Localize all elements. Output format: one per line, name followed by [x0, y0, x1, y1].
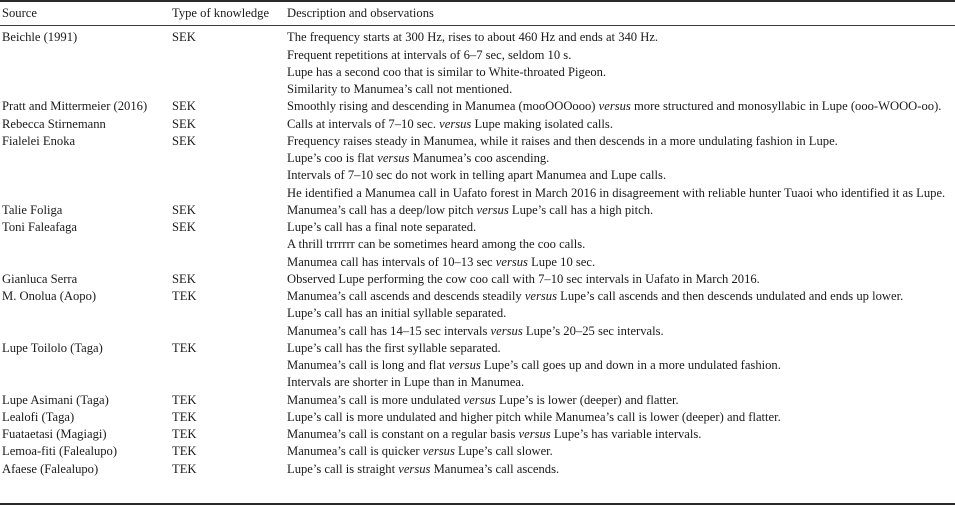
- description-cell: [285, 116, 955, 133]
- knowledge-type-cell: SEK: [172, 220, 196, 234]
- knowledge-type-cell: TEK: [172, 427, 197, 441]
- observation-text: Manumea’s call is more undulated: [287, 392, 464, 407]
- table-row: [0, 116, 955, 133]
- observation-line: [287, 461, 955, 478]
- source-cell: Afaese (Falealupo): [2, 461, 99, 476]
- italic-term: versus: [448, 358, 481, 372]
- knowledge-type-cell: SEK: [172, 271, 196, 286]
- italic-term: versus: [439, 116, 472, 131]
- knowledge-type-cell: SEK: [172, 133, 196, 148]
- description-cell: [285, 340, 955, 392]
- description-cell: [285, 29, 955, 98]
- italic-term: versus: [495, 254, 528, 269]
- italic-term: versus: [490, 323, 523, 338]
- observation-line: [287, 305, 955, 322]
- observation-line: [287, 47, 955, 64]
- source-cell: Fuataetasi (Magiagi): [2, 427, 107, 441]
- observation-line: [287, 116, 955, 133]
- observation-line: [287, 271, 955, 288]
- source-cell: Lealofi (Taga): [2, 409, 75, 424]
- observation-text: Lupe’s call has an initial syllable separated.: [287, 306, 507, 321]
- observation-text: Lupe’s call has a final note separated.: [287, 220, 477, 234]
- source-cell: Rebecca Stirnemann: [2, 116, 106, 131]
- observation-line: [287, 374, 955, 391]
- observation-text: Lupe’s has variable intervals.: [550, 427, 702, 441]
- call-descriptions-table: [0, 3, 955, 478]
- knowledge-type-cell: TEK: [172, 392, 197, 407]
- observation-line: [287, 426, 955, 443]
- description-cell: [285, 288, 955, 340]
- table-row: [0, 271, 955, 288]
- table-row: [0, 392, 955, 409]
- source-cell: Lemoa-fiti (Falealupo): [2, 444, 118, 459]
- knowledge-type-cell: TEK: [172, 289, 197, 303]
- observation-line: [287, 409, 955, 426]
- observation-text: Calls at intervals of 7–10 sec.: [287, 116, 440, 131]
- observation-line: [287, 64, 955, 81]
- observation-line: [287, 392, 955, 409]
- source-cell: Fialelei Enoka: [2, 133, 76, 148]
- observation-text: Lupe’s call has the first syllable separated.: [287, 340, 501, 355]
- source-cell: Toni Faleafaga: [2, 220, 77, 234]
- observation-text: Manumea’s coo ascending.: [409, 151, 550, 165]
- observation-text: Manumea’s call has a deep/low pitch: [287, 202, 477, 217]
- italic-term: versus: [422, 444, 455, 459]
- description-cell: [285, 392, 955, 409]
- knowledge-type-cell: SEK: [172, 30, 196, 45]
- description-cell: [285, 133, 955, 202]
- bottom-rule: [0, 503, 955, 505]
- observation-text: more structured and monosyllabic in Lupe (ooo-WOOO-oo).: [630, 99, 942, 114]
- description-cell: [285, 426, 955, 443]
- header-type-of-knowledge: Type of knowledge: [172, 6, 270, 20]
- observation-text: Manumea’s call ascends.: [430, 461, 560, 476]
- observation-text: Lupe’s 20–25 sec intervals.: [522, 323, 664, 338]
- observation-text: Lupe’s call ascends and then descends undulated and ends up lower.: [557, 289, 904, 303]
- observation-text: Lupe’s coo is flat: [287, 151, 378, 165]
- observation-text: Lupe 10 sec.: [527, 254, 596, 269]
- observation-line: [287, 167, 955, 184]
- observation-text: Manumea’s call is long and flat: [287, 358, 449, 372]
- source-cell: Pratt and Mittermeier (2016): [2, 99, 148, 114]
- observation-line: [287, 81, 955, 98]
- knowledge-type-cell: SEK: [172, 116, 196, 131]
- observation-line: [287, 288, 955, 305]
- observation-text: Intervals are shorter in Lupe than in Manumea.: [287, 375, 525, 390]
- observation-text: Similarity to Manumea’s call not mentioned.: [287, 82, 513, 96]
- observation-text: Intervals of 7–10 sec do not work in telling apart Manumea and Lupe calls.: [287, 168, 667, 183]
- header-row: [0, 3, 955, 25]
- italic-term: versus: [524, 289, 557, 303]
- italic-term: versus: [518, 427, 551, 441]
- knowledge-type-cell: TEK: [172, 444, 197, 459]
- header-description: Description and observations: [287, 6, 434, 20]
- italic-term: versus: [476, 202, 509, 217]
- table-body: [0, 29, 955, 478]
- observation-text: A thrill trrrrrr can be sometimes heard among the coo calls.: [287, 237, 586, 252]
- description-cell: [285, 219, 955, 271]
- observation-text: Smoothly rising and descending in Manumea (mooOOOooo): [287, 99, 599, 114]
- observation-text: Lupe’s is lower (deeper) and flatter.: [495, 392, 679, 407]
- table-row: [0, 426, 955, 443]
- observation-line: [287, 98, 955, 115]
- observation-line: [287, 202, 955, 219]
- table-row: [0, 98, 955, 115]
- observation-text: Manumea’s call has 14–15 sec intervals: [287, 323, 491, 338]
- source-cell: Gianluca Serra: [2, 271, 78, 286]
- header-source: Source: [2, 6, 37, 20]
- knowledge-type-cell: TEK: [172, 409, 197, 424]
- description-cell: [285, 202, 955, 219]
- observation-line: [287, 254, 955, 271]
- observation-text: Frequency raises steady in Manumea, while it raises and then descends in a more undulating fashion in Lupe.: [287, 133, 838, 148]
- description-cell: [285, 271, 955, 288]
- observation-text: Frequent repetitions at intervals of 6–7 sec, seldom 10 s.: [287, 47, 572, 62]
- knowledge-type-cell: TEK: [172, 340, 197, 355]
- table-row: [0, 202, 955, 219]
- italic-term: versus: [598, 99, 631, 114]
- observation-text: Lupe’s call goes up and down in a more undulated fashion.: [480, 358, 781, 372]
- description-cell: [285, 98, 955, 115]
- description-cell: [285, 409, 955, 426]
- description-cell: [285, 461, 955, 478]
- observation-line: [287, 357, 955, 374]
- source-cell: Talie Foliga: [2, 202, 63, 217]
- source-cell: Lupe Asimani (Taga): [2, 392, 109, 407]
- observation-text: He identified a Manumea call in Uafato forest in March 2016 in disagreement with reliable hunter Tuaoi who identified it as Lupe.: [287, 185, 946, 200]
- table-row: [0, 219, 955, 271]
- observation-line: [287, 443, 955, 460]
- source-cell: Lupe Toilolo (Taga): [2, 340, 103, 355]
- table-row: [0, 29, 955, 98]
- italic-term: versus: [398, 461, 431, 476]
- observation-text: Lupe’s call is more undulated and higher pitch while Manumea’s call is lower (deeper) and flatter.: [287, 409, 781, 424]
- observation-line: [287, 236, 955, 253]
- observation-line: [287, 323, 955, 340]
- observation-text: Manumea’s call is constant on a regular basis: [287, 427, 519, 441]
- table-row: [0, 409, 955, 426]
- description-cell: [285, 443, 955, 460]
- table-row: [0, 443, 955, 460]
- table-row: [0, 288, 955, 340]
- observation-line: [287, 340, 955, 357]
- observation-line: [287, 29, 955, 46]
- observation-text: Lupe’s call is straight: [287, 461, 399, 476]
- observation-text: The frequency starts at 300 Hz, rises to about 460 Hz and ends at 340 Hz.: [287, 30, 659, 45]
- observation-text: Lupe’s call slower.: [454, 444, 553, 459]
- knowledge-type-cell: TEK: [172, 461, 197, 476]
- observation-text: Lupe has a second coo that is similar to White-throated Pigeon.: [287, 64, 607, 79]
- observation-line: [287, 185, 955, 202]
- observation-line: [287, 219, 955, 236]
- source-cell: M. Onolua (Aopo): [2, 289, 97, 303]
- italic-term: versus: [377, 151, 410, 165]
- knowledge-type-cell: SEK: [172, 99, 196, 114]
- table-row: [0, 133, 955, 202]
- observation-text: Lupe’s call has a high pitch.: [508, 202, 654, 217]
- observation-line: [287, 133, 955, 150]
- observation-text: Lupe making isolated calls.: [471, 116, 613, 131]
- observation-text: Manumea call has intervals of 10–13 sec: [287, 254, 496, 269]
- table-header: [0, 3, 955, 29]
- observation-text: Manumea’s call ascends and descends steadily: [287, 289, 525, 303]
- table-row: [0, 340, 955, 392]
- top-rule: [0, 0, 955, 2]
- table-row: [0, 461, 955, 478]
- observation-text: Manumea’s call is quicker: [287, 444, 423, 459]
- observation-line: [287, 150, 955, 167]
- italic-term: versus: [463, 392, 496, 407]
- knowledge-type-cell: SEK: [172, 202, 196, 217]
- source-cell: Beichle (1991): [2, 30, 78, 45]
- observation-text: Observed Lupe performing the cow coo call with 7–10 sec intervals in Uafato in March 2016.: [287, 271, 760, 286]
